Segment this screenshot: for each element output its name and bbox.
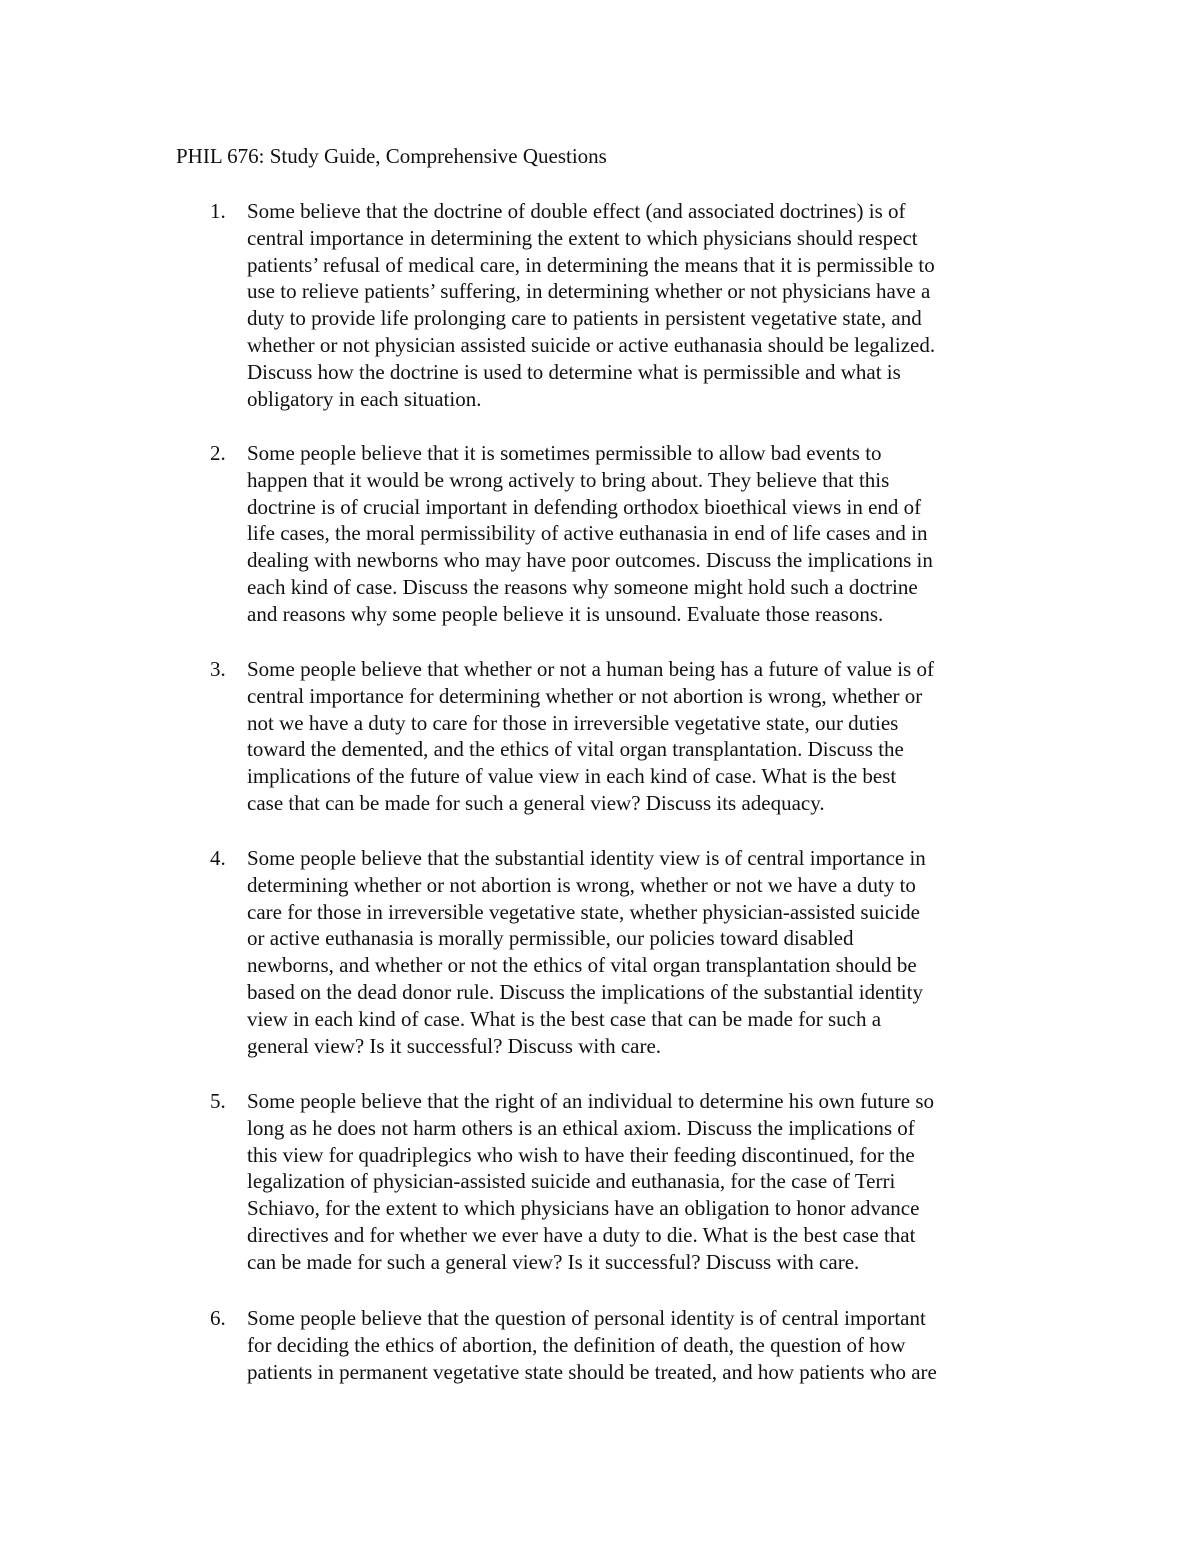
question-item-5	[210, 1088, 1040, 1276]
question-line: long as he does not harm others is an ethical axiom. Discuss the implications of	[247, 1115, 915, 1140]
question-item-4	[210, 845, 1040, 1059]
question-number: 5.	[210, 1089, 226, 1113]
question-line: Some people believe that the question of personal identity is of central important	[247, 1306, 926, 1330]
question-item-1	[210, 198, 1040, 412]
question-line: patients in permanent vegetative state should be treated, and how patients who are	[247, 1359, 937, 1384]
question-text	[247, 656, 1040, 817]
question-line: view in each kind of case. What is the best case that can be made for such a	[247, 1006, 882, 1031]
question-text	[247, 198, 1040, 412]
question-line: this view for quadriplegics who wish to have their feeding discontinued, for the	[247, 1142, 915, 1167]
question-line: Some people believe that it is sometimes permissible to allow bad events to	[247, 441, 882, 465]
question-line: general view? Is it successful? Discuss with care.	[247, 1033, 662, 1058]
question-line: care for those in irreversible vegetative state, whether physician-assisted suicide	[247, 899, 920, 924]
question-line: Discuss how the doctrine is used to determine what is permissible and what is	[247, 359, 901, 384]
question-line: doctrine is of crucial important in defending orthodox bioethical views in end of	[247, 494, 922, 519]
question-line: central importance for determining whether or not abortion is wrong, whether or	[247, 683, 923, 708]
question-text	[247, 845, 1040, 1059]
question-item-2	[210, 440, 1040, 628]
question-line: toward the demented, and the ethics of vital organ transplantation. Discuss the	[247, 737, 904, 762]
question-line: case that can be made for such a general view? Discuss its adequacy.	[247, 790, 825, 815]
question-line: determining whether or not abortion is wrong, whether or not we have a duty to	[247, 872, 916, 897]
question-line: duty to provide life prolonging care to patients in persistent vegetative state, and	[247, 306, 922, 331]
question-number: 1.	[210, 199, 226, 223]
question-line: legalization of physician-assisted suicide and euthanasia, for the case of Terri	[247, 1169, 896, 1194]
question-number: 3.	[210, 657, 226, 681]
question-line: life cases, the moral permissibility of active euthanasia in end of life cases and in	[247, 521, 928, 546]
question-line: newborns, and whether or not the ethics of vital organ transplantation should be	[247, 953, 917, 978]
question-text	[247, 440, 1040, 628]
question-line: central importance in determining the extent to which physicians should respect	[247, 225, 918, 250]
question-line: patients’ refusal of medical care, in determining the means that it is permissible to	[247, 252, 935, 277]
question-number: 4.	[210, 846, 226, 870]
question-item-6	[210, 1305, 1040, 1385]
question-item-3	[210, 656, 1040, 817]
question-line: can be made for such a general view? Is it successful? Discuss with care.	[247, 1249, 860, 1274]
question-line: whether or not physician assisted suicide or active euthanasia should be legalized.	[247, 332, 936, 357]
question-line: Some believe that the doctrine of double effect (and associated doctrines) is of	[247, 199, 906, 223]
question-line: Schiavo, for the extent to which physicians have an obligation to honor advance	[247, 1196, 920, 1221]
question-line: happen that it would be wrong actively to bring about. They believe that this	[247, 467, 890, 492]
question-line: directives and for whether we ever have a duty to die. What is the best case that	[247, 1222, 916, 1247]
question-line: Some people believe that the substantial identity view is of central importance in	[247, 846, 926, 870]
question-line: Some people believe that the right of an individual to determine his own future so	[247, 1089, 935, 1113]
question-number: 2.	[210, 441, 226, 465]
question-line: use to relieve patients’ suffering, in determining whether or not physicians have a	[247, 279, 931, 304]
question-line: Some people believe that whether or not a human being has a future of value is of	[247, 657, 934, 681]
question-line: each kind of case. Discuss the reasons why someone might hold such a doctrine	[247, 574, 918, 599]
question-line: dealing with newborns who may have poor outcomes. Discuss the implications in	[247, 548, 933, 573]
question-text	[247, 1088, 1040, 1276]
document-title: PHIL 676: Study Guide, Comprehensive Questions	[176, 144, 607, 168]
question-line: or active euthanasia is morally permissible, our policies toward disabled	[247, 926, 854, 951]
question-line: obligatory in each situation.	[247, 386, 482, 411]
question-text	[247, 1305, 1040, 1385]
question-line: based on the dead donor rule. Discuss the implications of the substantial identity	[247, 979, 923, 1004]
question-line: implications of the future of value view in each kind of case. What is the best	[247, 764, 897, 789]
question-number: 6.	[210, 1306, 226, 1330]
question-line: for deciding the ethics of abortion, the definition of death, the question of how	[247, 1332, 906, 1357]
question-line: not we have a duty to care for those in irreversible vegetative state, our duties	[247, 710, 899, 735]
question-line: and reasons why some people believe it is unsound. Evaluate those reasons.	[247, 601, 884, 626]
